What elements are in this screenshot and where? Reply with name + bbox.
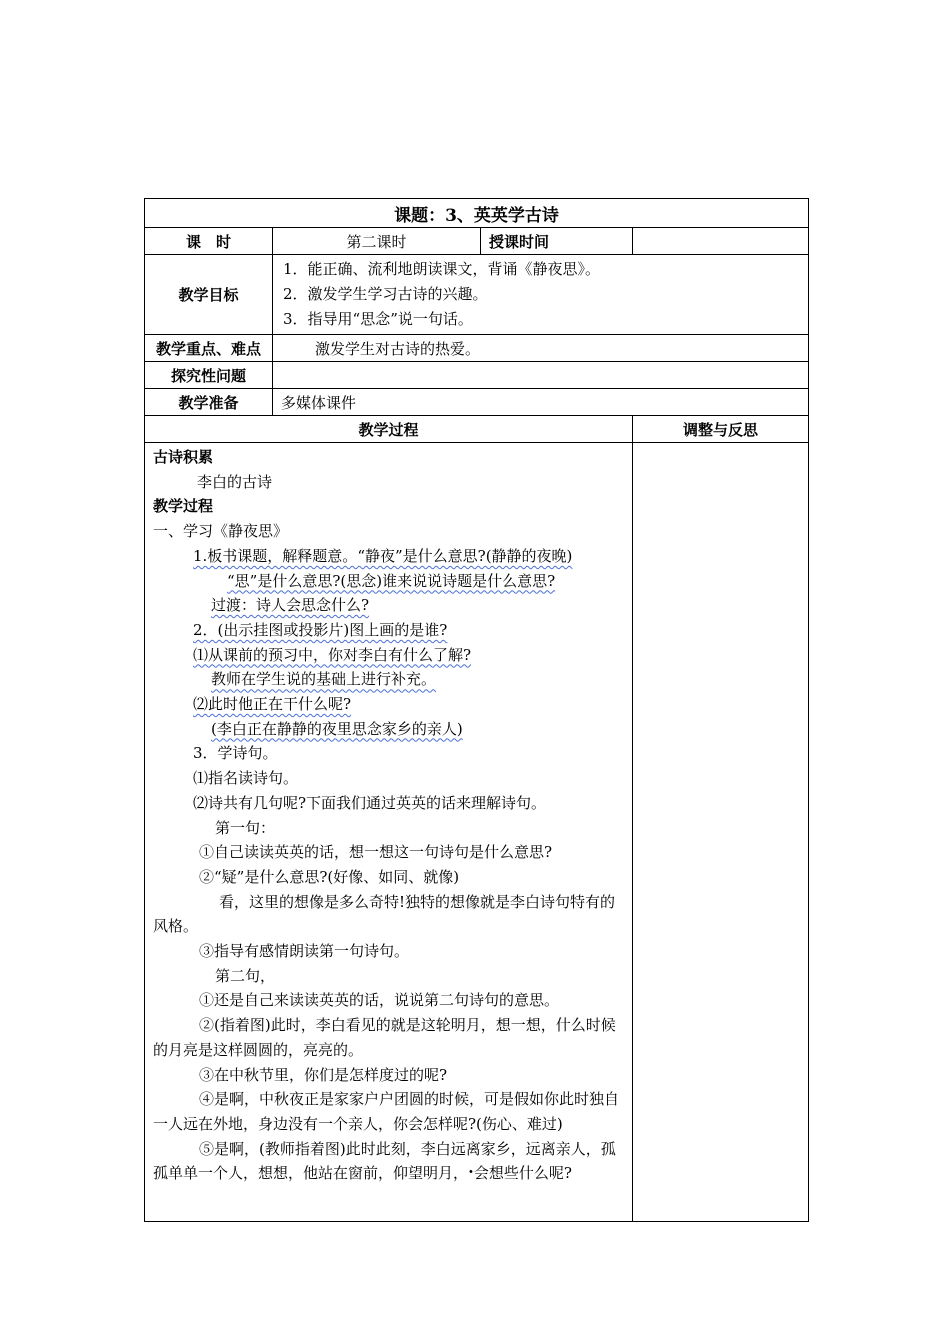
section-heading: 古诗积累	[153, 448, 214, 466]
period-value: 第二课时	[273, 228, 481, 255]
focus-value: 激发学生对古诗的热爱。	[273, 335, 809, 362]
process-line: ②(指着图)此时，李白看见的就是这轮明月，想一想，什么时候的月亮是这样圆圆的，亮亮的。	[153, 1016, 616, 1059]
reflection-header: 调整与反思	[633, 416, 809, 443]
process-line: ②“疑”是什么意思?(好像、如同、就像)	[199, 867, 460, 886]
goal-item: 3．指导用“思念”说一句话。	[283, 310, 473, 328]
process-line: 看，这里的想像是多么奇特!独特的想像就是李白诗句特有的风格。	[153, 892, 616, 936]
lesson-plan-table	[144, 198, 809, 1222]
process-line: 3．学诗句。	[193, 744, 278, 763]
process-line-text: ⑤是啊，(教师指着图)此时此刻，李白远离家乡，远离亲人，孤孤单单一个人，想想，他站在窗前，仰望明月，	[153, 1139, 616, 1183]
process-line: 第二句，	[215, 966, 276, 985]
prep-value: 多媒体课件	[273, 389, 809, 416]
process-content	[145, 443, 633, 1222]
process-line: 一、学习《静夜思》	[153, 522, 289, 541]
inquiry-label: 探究性问题	[145, 362, 273, 389]
process-line-text: 会想些什么呢?	[473, 1164, 572, 1183]
process-line: “思”是什么意思?(思念)谁来说说诗题是什么意思?	[227, 571, 556, 590]
process-line: ④是啊，中秋夜正是家家户户团圆的时候，可是假如你此时独自一人远在外地，身边没有一个亲人，你会怎样呢?(伤心、难过)	[153, 1090, 620, 1133]
process-line: 2．(出示挂图或投影片)图上画的是谁?	[193, 620, 448, 639]
process-line: 李白的古诗	[197, 472, 273, 491]
process-line: ③指导有感情朗读第一句诗句。	[199, 942, 410, 961]
process-line: ⑵此时他正在干什么呢?	[193, 695, 352, 714]
process-line: ⑵诗共有几句呢?下面我们通过英英的话来理解诗句。	[193, 793, 547, 812]
goals-label: 教学目标	[145, 255, 273, 335]
focus-label: 教学重点、难点	[145, 335, 273, 362]
process-line: ①自己读读英英的话，想一想这一句诗句是什么意思?	[199, 843, 553, 862]
prep-label: 教学准备	[145, 389, 273, 416]
process-line: 教师在学生说的基础上进行补充。	[211, 670, 437, 689]
reflection-content	[633, 443, 809, 1222]
lesson-title: 课题：3、英英学古诗	[145, 199, 809, 228]
time-value	[633, 228, 809, 255]
process-header: 教学过程	[145, 416, 633, 443]
goals-cell	[273, 255, 809, 335]
process-line: 第一句：	[215, 818, 276, 837]
period-label: 课 时	[145, 228, 273, 255]
section-heading: 教学过程	[153, 497, 214, 516]
goal-item: 2．激发学生学习古诗的兴趣。	[283, 285, 488, 303]
process-line: 1.板书课题，解释题意。“静夜”是什么意思?(静静的夜晚)	[193, 546, 573, 565]
process-line: ③在中秋节里，你们是怎样度过的呢?	[199, 1065, 448, 1084]
goal-item: 1．能正确、流利地朗读课文，背诵《静夜思》。	[283, 260, 601, 278]
process-line: ⑴指名读诗句。	[193, 769, 299, 788]
dot-mark: •	[468, 1168, 474, 1180]
process-line: ①还是自己来读读英英的话，说说第二句诗句的意思。	[199, 991, 560, 1010]
process-line: 过渡：诗人会思念什么?	[211, 596, 370, 615]
time-label: 授课时间	[481, 228, 633, 255]
inquiry-value	[273, 362, 809, 389]
process-line: ⑴从课前的预习中，你对李白有什么了解?	[193, 645, 472, 664]
process-line: (李白正在静静的夜里思念家乡的亲人)	[211, 719, 463, 738]
process-line	[153, 1137, 626, 1187]
